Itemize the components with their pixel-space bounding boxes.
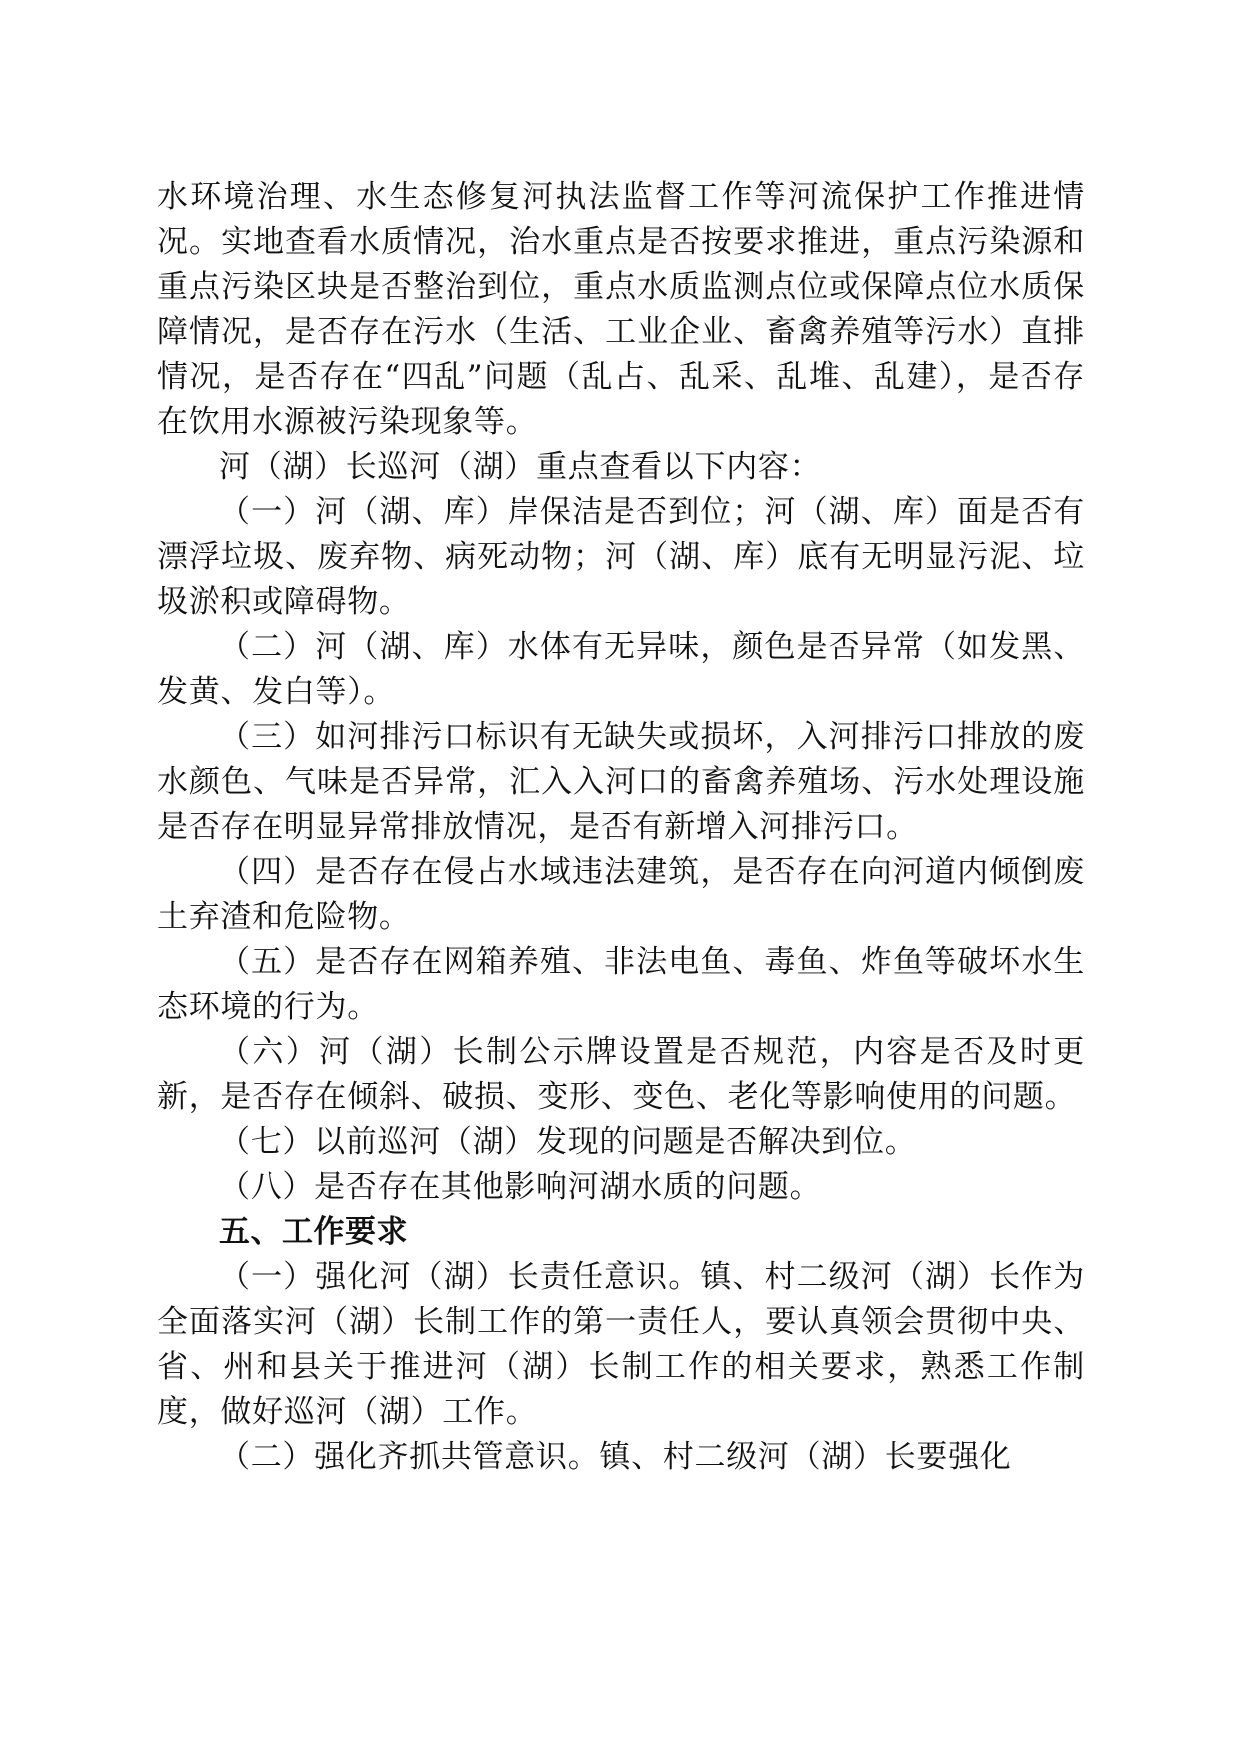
- inspection-item-3: （三）如河排污口标识有无缺失或损坏，入河排污口排放的废水颜色、气味是否异常，汇入入河口的畜禽养殖场、污水处理设施是否存在明显异常排放情况，是否有新增入河排污口。: [157, 719, 1085, 845]
- requirement-item-1: （一）强化河（湖）长责任意识。镇、村二级河（湖）长作为全面落实河（湖）长制工作的第一责任人，要认真领会贯彻中央、省、州和县关于推进河（湖）长制工作的相关要求，熟悉工作制度，做好巡河（湖）工作。: [157, 1259, 1085, 1430]
- inspection-item-4: （四）是否存在侵占水域违法建筑，是否存在向河道内倾倒废土弃渣和危险物。: [157, 854, 1085, 935]
- section-heading: 五、工作要求: [219, 1214, 408, 1250]
- inspection-item-7: （七）以前巡河（湖）发现的问题是否解决到位。: [219, 1124, 917, 1160]
- continuation-paragraph: 水环境治理、水生态修复河执法监督工作等河流保护工作推进情况。实地查看水质情况，治水重点是否按要求推进，重点污染源和重点污染区块是否整治到位，重点水质监测点位或保障点位水质保障情况，是否存在污水（生活、工业企业、畜禽养殖等污水）直排情况，是否存在“四乱”问题（乱占、乱采、乱堆、乱建），是否存在饮用水源被污染现象等。: [157, 179, 1085, 440]
- inspection-item-1: （一）河（湖、库）岸保洁是否到位；河（湖、库）面是否有漂浮垃圾、废弃物、病死动物；河（湖、库）底有无明显污泥、垃圾淤积或障碍物。: [157, 494, 1085, 620]
- inspection-item-5: （五）是否存在网箱养殖、非法电鱼、毒鱼、炸鱼等破坏水生态环境的行为。: [157, 944, 1085, 1025]
- inspection-intro: 河（湖）长巡河（湖）重点查看以下内容：: [219, 449, 822, 485]
- document-body: [157, 175, 1085, 1480]
- inspection-item-8: （八）是否存在其他影响河湖水质的问题。: [219, 1169, 822, 1205]
- requirement-item-2: （二）强化齐抓共管意识。镇、村二级河（湖）长要强化: [219, 1439, 1012, 1475]
- inspection-item-2: （二）河（湖、库）水体有无异味，颜色是否异常（如发黑、发黄、发白等）。: [157, 629, 1085, 710]
- inspection-item-6: （六）河（湖）长制公示牌设置是否规范，内容是否及时更新，是否存在倾斜、破损、变形、变色、老化等影响使用的问题。: [157, 1034, 1085, 1115]
